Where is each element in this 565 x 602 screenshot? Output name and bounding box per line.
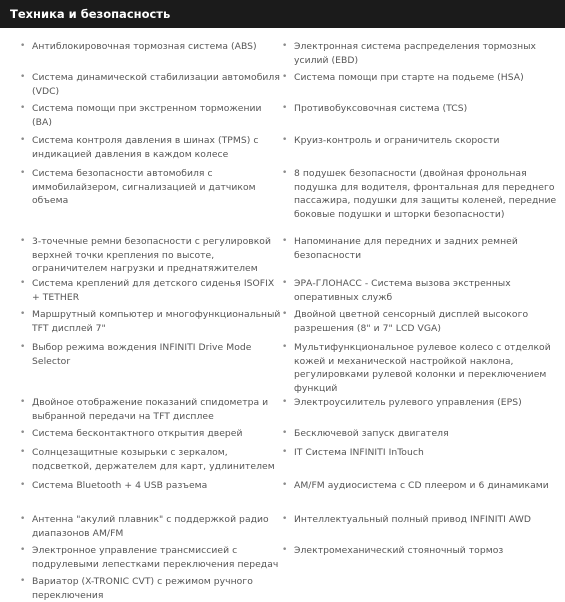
bullet-icon: •: [20, 135, 26, 145]
spec-item: [20, 341, 282, 368]
spec-text: Круиз-контроль и ограничитель скорости: [294, 135, 500, 146]
spec-text: Интеллектуальный полный привод INFINITI AWD: [294, 514, 531, 525]
spec-text: ЭРА-ГЛОНАСС - Система вызова экстренных оперативных служб: [294, 278, 511, 303]
spec-item: [20, 544, 282, 571]
spec-item: [20, 277, 282, 304]
spec-text: Система безопасности автомобиля с иммобилайзером, сигнализацией и датчиком объема: [32, 168, 256, 207]
spec-text: Противобуксовочная система (TCS): [294, 103, 468, 114]
bullet-icon: •: [20, 168, 26, 178]
bullet-icon: •: [20, 428, 26, 438]
spec-item: [20, 446, 282, 473]
bullet-icon: •: [282, 342, 288, 352]
bullet-icon: •: [20, 447, 26, 457]
spec-text: Система контроля давления в шинах (TPMS) с индикацией давления в каждом колесе: [32, 135, 259, 160]
spec-text: Двойной цветной сенсорный дисплей высокого разрешения (8" и 7" LCD VGA): [294, 309, 529, 334]
spec-text: Выбор режима вождения INFINITI Drive Mode Selector: [32, 342, 252, 367]
spec-text: Система креплений для детского сиденья ISOFIX + TETHER: [32, 278, 275, 303]
spec-item: [282, 102, 558, 116]
bullet-icon: •: [20, 397, 26, 407]
spec-item: [282, 544, 558, 558]
bullet-icon: •: [282, 397, 288, 407]
spec-text: Электромеханический стояночный тормоз: [294, 545, 504, 556]
bullet-icon: •: [20, 236, 26, 246]
spec-item: [20, 513, 282, 540]
bullet-icon: •: [282, 236, 288, 246]
bullet-icon: •: [282, 41, 288, 51]
spec-item: [282, 134, 558, 148]
spec-item: [20, 427, 282, 441]
bullet-icon: •: [282, 514, 288, 524]
spec-item: [282, 40, 558, 67]
spec-item: [20, 235, 282, 276]
bullet-icon: •: [20, 41, 26, 51]
spec-item: [282, 71, 558, 85]
bullet-icon: •: [20, 103, 26, 113]
spec-item: [282, 308, 558, 335]
spec-text: Напоминание для передних и задних ремней безопасности: [294, 236, 518, 261]
spec-text: 8 подушек безопасности (двойная фронольная подушка для водителя, фронтальная для переднего пассажира, подушки для защиты коленей, передние боковые подушки и шторки безопасности): [294, 168, 557, 220]
spec-text: IT Система INFINITI InTouch: [294, 447, 424, 458]
bullet-icon: •: [20, 278, 26, 288]
spec-item: [20, 40, 282, 54]
bullet-icon: •: [282, 480, 288, 490]
spec-text: Электронная система распределения тормозных усилий (EBD): [294, 41, 536, 66]
bullet-icon: •: [282, 72, 288, 82]
spec-text: Электронное управление трансмиссией с подрулевыми лепестками переключения передач: [32, 545, 279, 570]
bullet-icon: •: [282, 168, 288, 178]
spec-item: [20, 308, 282, 335]
spec-text: Электроусилитель рулевого управления (EPS): [294, 397, 522, 408]
spec-item: [282, 235, 558, 262]
spec-text: Бесключевой запуск двигателя: [294, 428, 449, 439]
spec-text: Система Bluetooth + 4 USB разъема: [32, 480, 208, 491]
bullet-icon: •: [20, 576, 26, 586]
section-title: Техника и безопасность: [10, 7, 171, 21]
spec-item: [282, 277, 558, 304]
spec-text: 3-точечные ремни безопасности с регулировкой верхней точки крепления по высоте, ограничителем нагрузки и преднатяжителем: [32, 236, 271, 275]
spec-text: Антенна "акулий плавник" с поддержкой радио диапазонов AM/FM: [32, 514, 269, 539]
spec-item: [20, 167, 282, 208]
spec-item: [282, 396, 558, 410]
spec-text: Антиблокировочная тормозная система (ABS): [32, 41, 257, 52]
bullet-icon: •: [20, 514, 26, 524]
spec-text: Система помощи при старте на подьеме (HSA): [294, 72, 524, 83]
spec-item: [282, 513, 558, 527]
spec-item: [282, 427, 558, 441]
spec-item: [20, 396, 282, 423]
section-header: [0, 0, 565, 28]
spec-list: [0, 28, 565, 600]
spec-text: Вариатор (X-TRONIC CVT) с режимом ручного переключения: [32, 576, 253, 601]
spec-text: Система бесконтактного открытия дверей: [32, 428, 243, 439]
spec-item: [20, 134, 282, 161]
spec-item: [282, 167, 558, 221]
spec-item: [20, 575, 282, 602]
spec-text: Система динамической стабилизации автомобиля (VDC): [32, 72, 280, 97]
spec-text: AM/FM аудиосистема с CD плеером и 6 динамиками: [294, 480, 549, 491]
bullet-icon: •: [282, 309, 288, 319]
spec-item: [282, 479, 558, 493]
bullet-icon: •: [282, 278, 288, 288]
bullet-icon: •: [282, 447, 288, 457]
bullet-icon: •: [282, 545, 288, 555]
spec-text: Солнцезащитные козырьки с зеркалом, подсветкой, держателем для карт, удлинителем: [32, 447, 275, 472]
bullet-icon: •: [282, 428, 288, 438]
bullet-icon: •: [20, 545, 26, 555]
spec-item: [20, 71, 282, 98]
spec-item: [20, 479, 282, 493]
spec-text: Двойное отображение показаний спидометра и выбранной передачи на TFT дисплее: [32, 397, 269, 422]
spec-item: [282, 446, 558, 460]
bullet-icon: •: [282, 135, 288, 145]
spec-item: [282, 341, 558, 395]
bullet-icon: •: [20, 480, 26, 490]
spec-text: Система помощи при экстренном торможении (BA): [32, 103, 262, 128]
spec-item: [20, 102, 282, 129]
bullet-icon: •: [20, 342, 26, 352]
bullet-icon: •: [282, 103, 288, 113]
spec-text: Мультифункциональное рулевое колесо с отделкой кожей и механической настройкой наклона, регулировками рулевой колонки и переключением функций: [294, 342, 551, 394]
bullet-icon: •: [20, 72, 26, 82]
bullet-icon: •: [20, 309, 26, 319]
spec-text: Маршрутный компьютер и многофункциональный TFT дисплей 7": [32, 309, 281, 334]
